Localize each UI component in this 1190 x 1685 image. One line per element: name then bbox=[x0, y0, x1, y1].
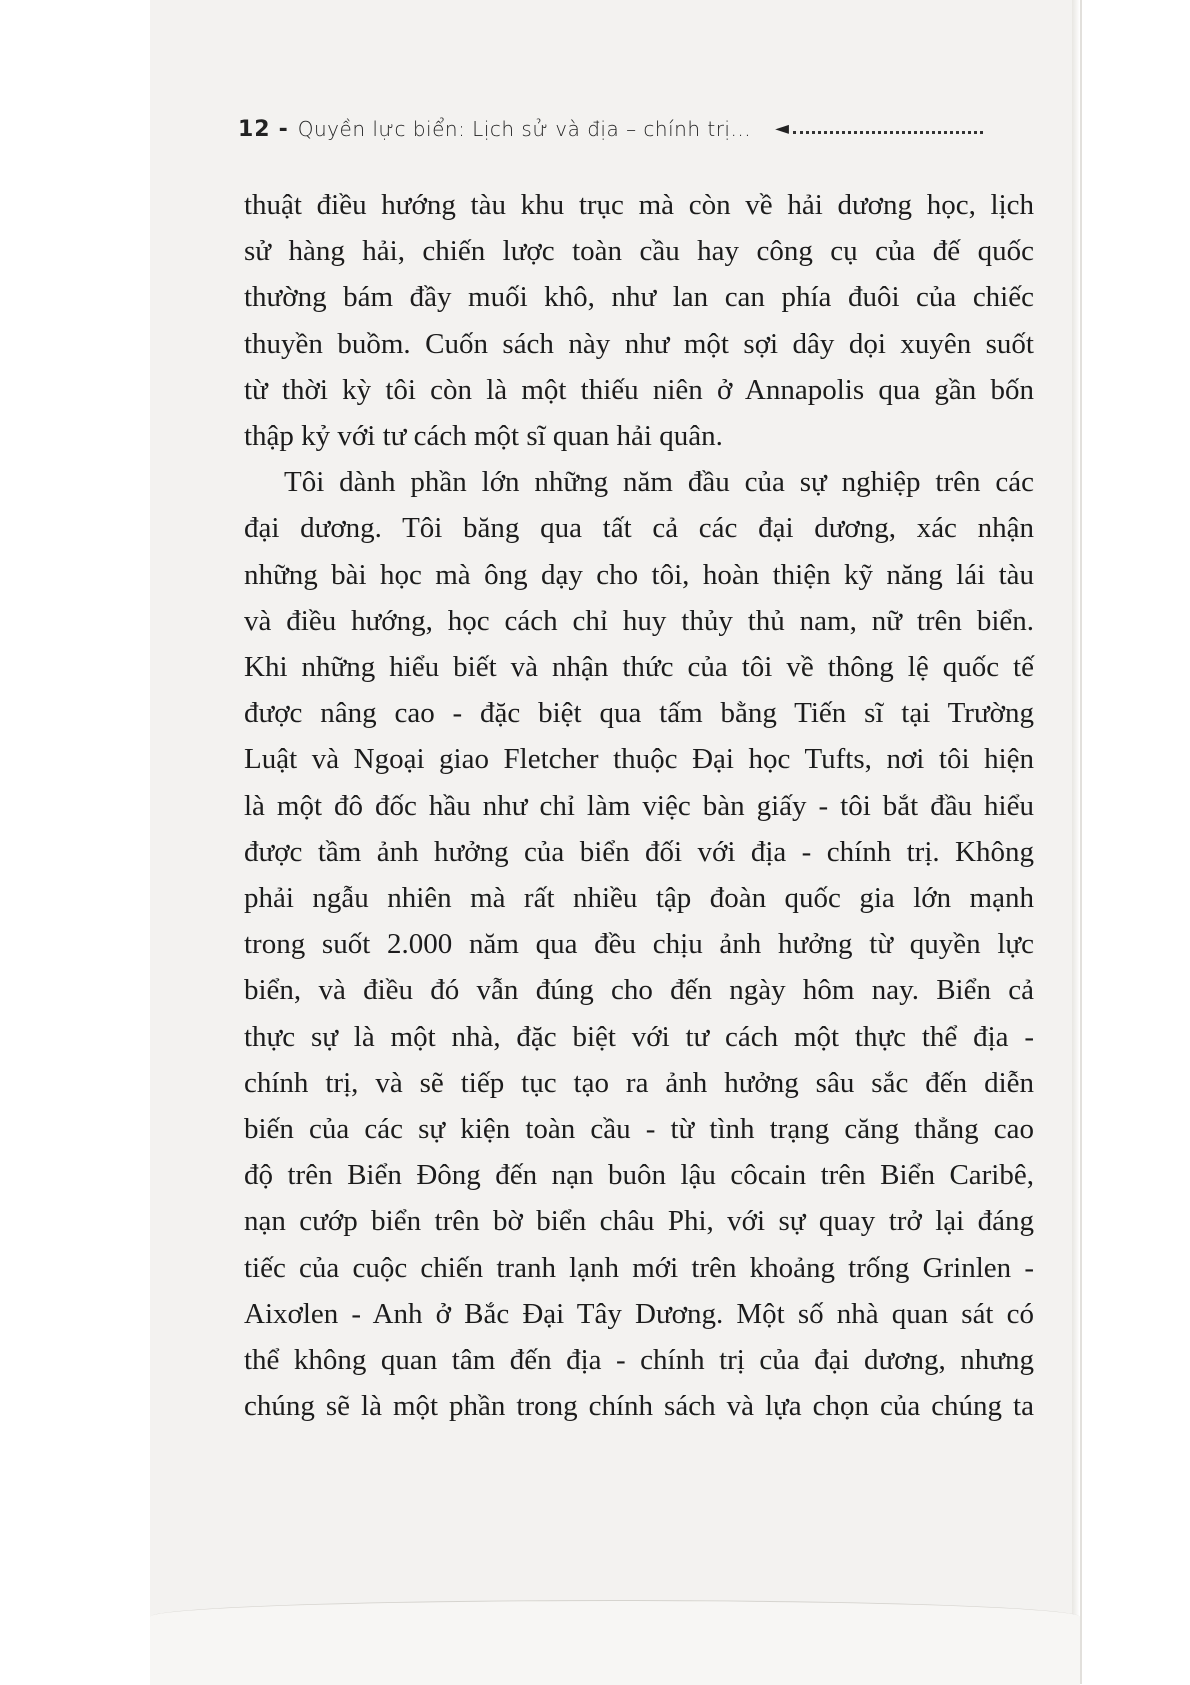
page-edge-shadow bbox=[1072, 0, 1080, 1684]
dotted-leader bbox=[793, 131, 983, 134]
text-line: Luật và Ngoại giao Fletcher thuộc Đại học Tufts, nơi tôi hiện bbox=[244, 743, 1034, 776]
paragraph-start-line: Tôi dành phần lớn những năm đầu của sự nghiệp trên các bbox=[284, 466, 1034, 499]
text-line: thể không quan tâm đến địa - chính trị của đại dương, nhưng bbox=[244, 1344, 1034, 1377]
text-line: đại dương. Tôi băng qua tất cả các đại dương, xác nhận bbox=[244, 512, 1034, 545]
text-line: phải ngẫu nhiên mà rất nhiều tập đoàn quốc gia lớn mạnh bbox=[244, 882, 1034, 915]
page-bottom-curl bbox=[150, 1600, 1080, 1685]
text-line: thực sự là một nhà, đặc biệt với tư cách một thực thể địa - bbox=[244, 1020, 1034, 1053]
running-header bbox=[238, 112, 1038, 146]
body-text bbox=[244, 182, 1034, 1429]
text-line: chúng sẽ là một phần trong chính sách và lựa chọn của chúng ta bbox=[244, 1390, 1034, 1423]
text-line: độ trên Biển Đông đến nạn buôn lậu côcain trên Biển Caribê, bbox=[244, 1159, 1034, 1192]
left-arrow-icon: ◄ bbox=[775, 118, 789, 139]
text-line: nạn cướp biển trên bờ biển châu Phi, với sự quay trở lại đáng bbox=[244, 1205, 1034, 1238]
text-line: những bài học mà ông dạy cho tôi, hoàn thiện kỹ năng lái tàu bbox=[244, 558, 1034, 591]
text-line: và điều hướng, học cách chỉ huy thủy thủ nam, nữ trên biển. bbox=[244, 604, 1034, 637]
header-separator: - bbox=[278, 116, 288, 142]
running-title: Quyền lực biển: Lịch sử và địa – chính trị... bbox=[297, 117, 752, 141]
text-line: được nâng cao - đặc biệt qua tấm bằng Tiến sĩ tại Trường bbox=[244, 697, 1034, 730]
text-line: chính trị, và sẽ tiếp tục tạo ra ảnh hưởng sâu sắc đến diễn bbox=[244, 1066, 1034, 1099]
text-line: thập kỷ với tư cách một sĩ quan hải quân. bbox=[244, 420, 723, 453]
text-line: sử hàng hải, chiến lược toàn cầu hay công cụ của đế quốc bbox=[244, 235, 1034, 268]
text-line: thường bám đầy muối khô, như lan can phía đuôi của chiếc bbox=[244, 281, 1034, 314]
text-line: được tầm ảnh hưởng của biển đối với địa - chính trị. Không bbox=[244, 835, 1034, 868]
text-line: từ thời kỳ tôi còn là một thiếu niên ở Annapolis qua gần bốn bbox=[244, 373, 1034, 406]
text-line: thuật điều hướng tàu khu trục mà còn về hải dương học, lịch bbox=[244, 189, 1034, 221]
text-line: là một đô đốc hầu như chỉ làm việc bàn giấy - tôi bắt đầu hiểu bbox=[244, 789, 1034, 822]
page-number: 12 bbox=[238, 116, 271, 142]
text-line: Khi những hiểu biết và nhận thức của tôi về thông lệ quốc tế bbox=[244, 651, 1034, 684]
text-line: Aixơlen - Anh ở Bắc Đại Tây Dương. Một số nhà quan sát có bbox=[244, 1297, 1034, 1330]
text-line: biến của các sự kiện toàn cầu - từ tình trạng căng thẳng cao bbox=[244, 1113, 1034, 1146]
text-line: trong suốt 2.000 năm qua đều chịu ảnh hưởng từ quyền lực bbox=[244, 928, 1034, 961]
text-line: biển, và điều đó vẫn đúng cho đến ngày hôm nay. Biển cả bbox=[244, 974, 1034, 1007]
text-line: tiếc của cuộc chiến tranh lạnh mới trên khoảng trống Grinlen - bbox=[244, 1251, 1034, 1284]
text-line: thuyền buồm. Cuốn sách này như một sợi dây dọi xuyên suốt bbox=[244, 327, 1034, 360]
